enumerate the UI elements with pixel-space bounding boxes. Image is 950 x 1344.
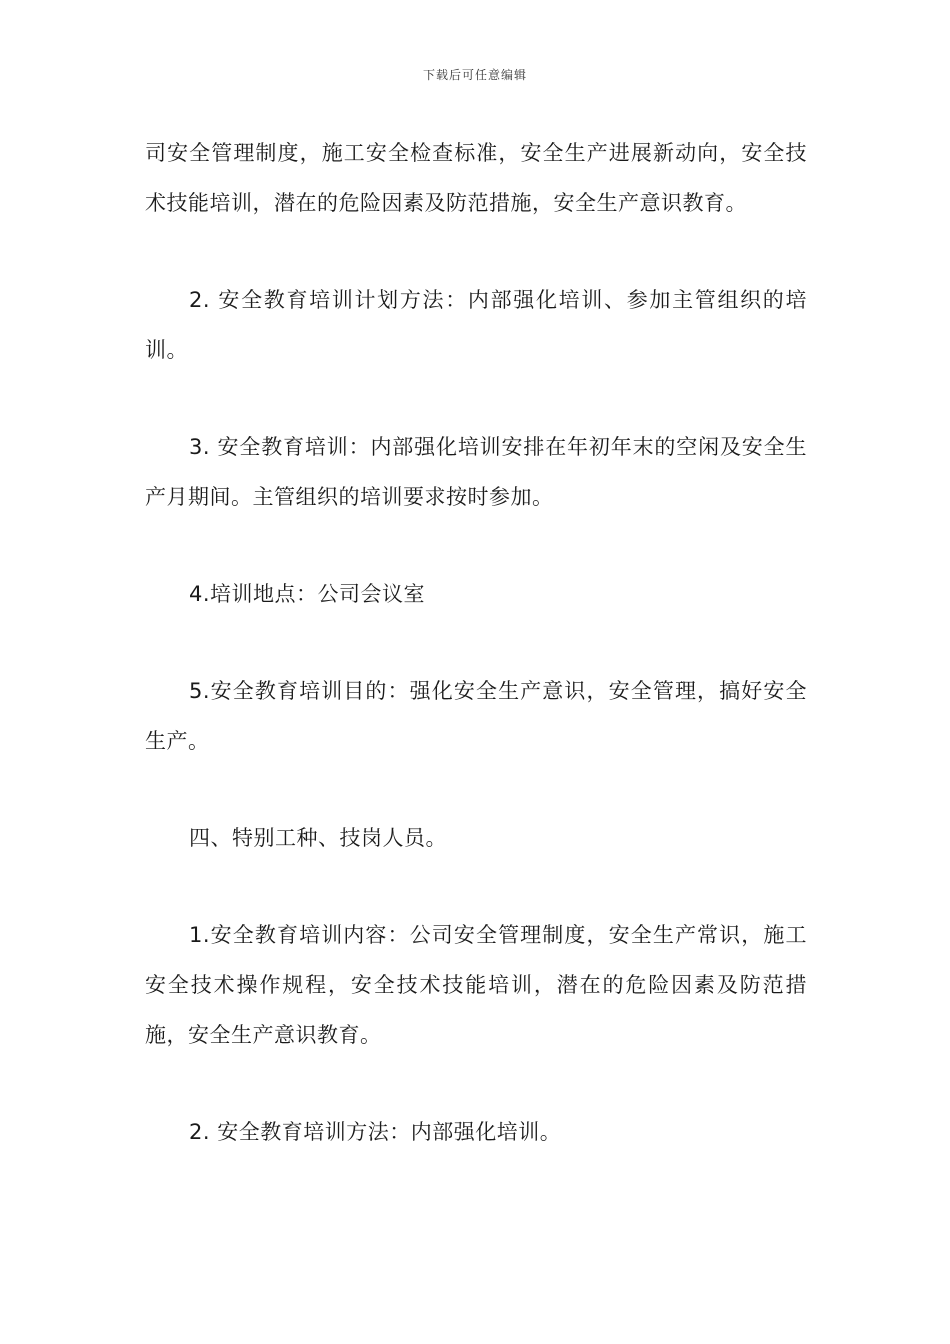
paragraph-training-schedule: 3. 安全教育培训：内部强化培训安排在年初年末的空闲及安全生产月期间。主管组织的培训要求按时参加。 [145,435,807,509]
section-heading-special-workers: 四、特别工种、技岗人员。 [189,826,447,850]
paragraph-training-purpose: 5.安全教育培训目的：强化安全生产意识，安全管理，搞好安全生产。 [145,679,807,753]
document-body [145,128,807,1204]
paragraph-training-plan-method: 2. 安全教育培训计划方法：内部强化培训、参加主管组织的培训。 [145,288,807,362]
paragraph-training-location: 4.培训地点：公司会议室 [189,582,426,606]
paragraph-continuation: 司安全管理制度，施工安全检查标准，安全生产进展新动向，安全技术技能培训，潜在的危险因素及防范措施，安全生产意识教育。 [145,141,807,215]
paragraph-training-content: 1.安全教育培训内容：公司安全管理制度，安全生产常识，施工安全技术操作规程，安全技术技能培训，潜在的危险因素及防范措施，安全生产意识教育。 [145,923,807,1047]
paragraph-training-method: 2. 安全教育培训方法：内部强化培训。 [189,1120,562,1144]
page-header: 下载后可任意编辑 [422,68,527,82]
